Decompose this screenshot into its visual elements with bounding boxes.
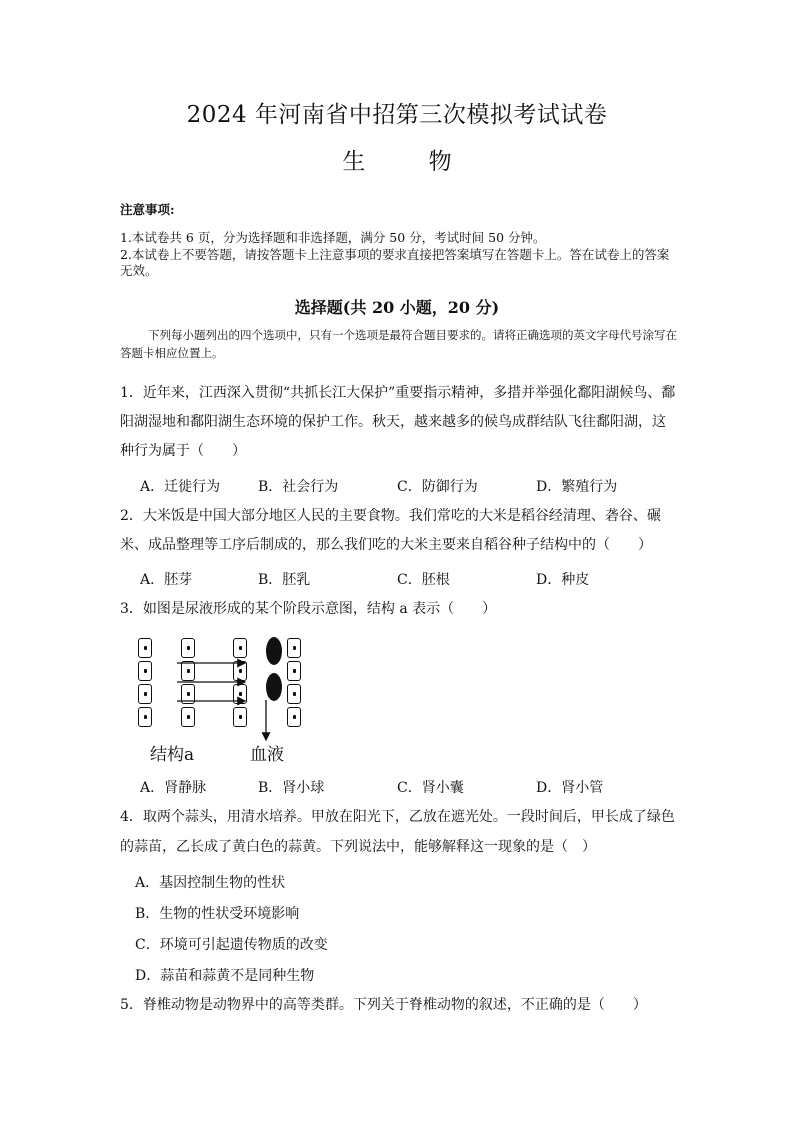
question-3-option-a: A．肾静脉 xyxy=(140,780,207,796)
question-2-option-d: D．种皮 xyxy=(536,572,590,588)
notice-item-1: 1.本试卷共 6 页，分为选择题和非选择题，满分 50 分，考试时间 50 分钟。 xyxy=(120,230,546,245)
question-1-line-3: 种行为属于（ ） xyxy=(120,443,246,459)
question-2-option-a: A．胚芽 xyxy=(140,572,193,588)
question-4-line-1: 4．取两个蒜头，用清水培养。甲放在阳光下，乙放在遮光处。一段时间后，甲长成了绿色 xyxy=(120,809,675,825)
red-blood-cell xyxy=(266,673,282,701)
subject-title: 生 物 xyxy=(342,149,480,175)
question-4-option-b: B．生物的性状受环境影响 xyxy=(135,906,300,922)
question-1-line-2: 阳湖湿地和鄱阳湖生态环境的保护工作。秋天，越来越多的候鸟成群结队飞往鄱阳湖，这 xyxy=(120,414,666,430)
question-4-option-d: D．蒜苗和蒜黄不是同种生物 xyxy=(135,968,315,984)
question-2-option-b: B．胚乳 xyxy=(258,572,311,588)
diagram-label-a: 结构a xyxy=(150,745,195,765)
question-1-option-b: B．社会行为 xyxy=(258,479,339,495)
exam-title: 2024 年河南省中招第三次模拟考试试卷 xyxy=(186,102,608,128)
question-5-line-1: 5．脊椎动物是动物界中的高等类群。下列关于脊椎动物的叙述，不正确的是（ ） xyxy=(120,997,647,1013)
notice-item-2: 2.本试卷上不要答题，请按答题卡上注意事项的要求直接把答案填写在答题卡上。答在试卷上的答案无效。 xyxy=(120,247,670,278)
section-instructions: 下列每小题列出的四个选项中，只有一个选项是最符合题目要求的。请将正确选项的英文字母代号涂写在答题卡相应位置上。 xyxy=(120,328,677,360)
question-2-line-2: 米、成品整理等工序后制成的，那么我们吃的大米主要来自稻谷种子结构中的（ ） xyxy=(120,537,652,553)
question-3-option-d: D．肾小管 xyxy=(536,780,604,796)
question-4-option-c: C．环境可引起遗传物质的改变 xyxy=(135,937,328,953)
question-3-option-b: B．肾小球 xyxy=(258,780,325,796)
question-2-option-c: C．胚根 xyxy=(397,572,450,588)
question-1-option-a: A．迁徙行为 xyxy=(140,479,221,495)
diagram-label-blood: 血液 xyxy=(250,745,284,765)
question-4-option-a: A．基因控制生物的性状 xyxy=(135,875,286,891)
question-3-line-1: 3．如图是尿液形成的某个阶段示意图，结构 a 表示（ ） xyxy=(120,601,497,617)
question-1-line-1: 1．近年来，江西深入贯彻“共抓长江大保护”重要指示精神，多措并举强化鄱阳湖候鸟、鄱 xyxy=(120,385,676,401)
notice-heading: 注意事项: xyxy=(120,202,175,217)
question-3-option-c: C．肾小囊 xyxy=(397,780,464,796)
red-blood-cell xyxy=(266,637,282,665)
question-4-line-2: 的蒜苗，乙长成了黄白色的蒜黄。下列说法中，能够解释这一现象的是（ ） xyxy=(120,839,596,855)
section-title: 选择题(共 20 小题，20 分) xyxy=(294,298,500,317)
question-1-option-c: C．防御行为 xyxy=(397,479,478,495)
question-1-option-d: D．繁殖行为 xyxy=(536,479,618,495)
question-2-line-1: 2．大米饭是中国大部分地区人民的主要食物。我们常吃的大米是稻谷经清理、砻谷、碾 xyxy=(120,508,661,524)
